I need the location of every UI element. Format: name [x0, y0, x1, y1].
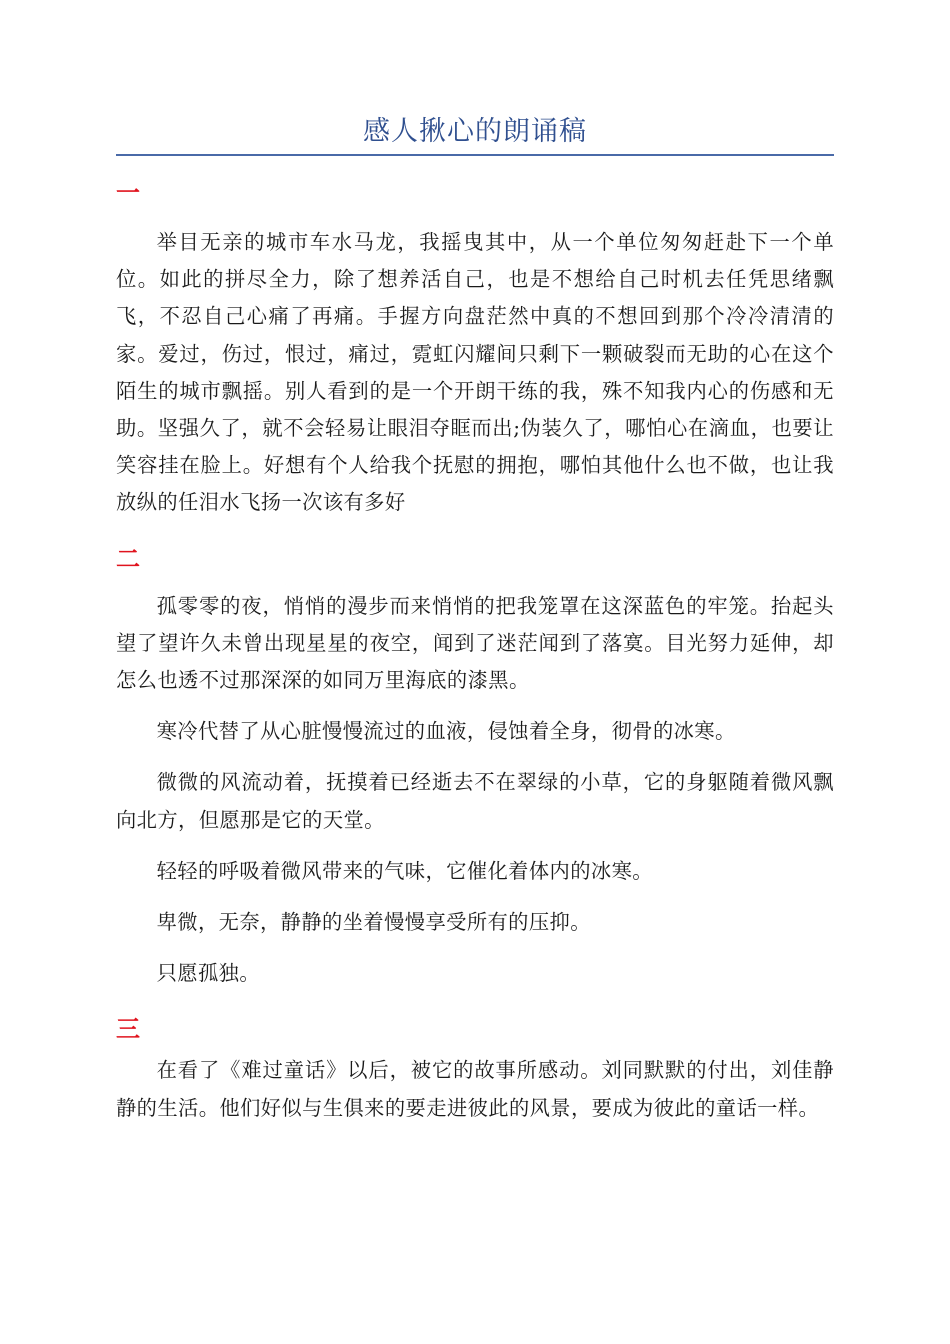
section-2-paragraph-2: 寒冷代替了从心脏慢慢流过的血液，侵蚀着全身，彻骨的冰寒。	[156, 719, 736, 744]
document-title: 感人揪心的朗诵稿	[363, 116, 587, 147]
section-heading-1: 一	[116, 178, 140, 207]
section-1-paragraph-1: 举目无亲的城市车水马龙，我摇曳其中，从一个单位匆匆赶赴下一个单位。如此的拼尽全力，除了想养活自己，也是不想给自己时机去任凭思绪飘飞，不忍自己心痛了再痛。手握方向盘茫然中真的不想回到那个冷冷清清的家。爱过，伤过，恨过，痛过，霓虹闪耀间只剩下一颗破裂而无助的心在这个陌生的城市飘摇。别人看到的是一个开朗干练的我，殊不知我内心的伤感和无助。坚强久了，就不会轻易让眼泪夺眶而出;伪装久了，哪怕心在滴血，也要让笑容挂在脸上。好想有个人给我个抚慰的拥抱，哪怕其他什么也不做，也让我放纵的任泪水飞扬一次该有多好	[116, 230, 834, 515]
section-2-paragraph-1: 孤零零的夜，悄悄的漫步而来悄悄的把我笼罩在这深蓝色的牢笼。抬起头望了望许久未曾出现星星的夜空，闻到了迷茫闻到了落寞。目光努力延伸，却怎么也透不过那深深的如同万里海底的漆黑。	[116, 593, 834, 693]
section-2-paragraph-5: 卑微，无奈，静静的坐着慢慢享受所有的压抑。	[156, 910, 591, 935]
section-2-paragraph-3: 微微的风流动着，抚摸着已经逝去不在翠绿的小草，它的身躯随着微风飘向北方，但愿那是它的天堂。	[116, 770, 834, 832]
section-heading-3: 三	[116, 1014, 140, 1044]
document-page	[116, 112, 834, 1127]
title-divider	[116, 154, 834, 156]
section-heading-2: 二	[116, 543, 140, 573]
section-3-paragraph-1: 在看了《难过童话》以后，被它的故事所感动。刘同默默的付出，刘佳静静的生活。他们好似与生俱来的要走进彼此的风景，要成为彼此的童话一样。	[116, 1058, 834, 1120]
section-body-1	[116, 224, 834, 522]
section-body-2	[116, 588, 834, 993]
section-2-paragraph-4: 轻轻的呼吸着微风带来的气味，它催化着体内的冰寒。	[156, 858, 653, 883]
section-body-3	[116, 1052, 834, 1126]
section-2-paragraph-6: 只愿孤独。	[156, 961, 261, 986]
